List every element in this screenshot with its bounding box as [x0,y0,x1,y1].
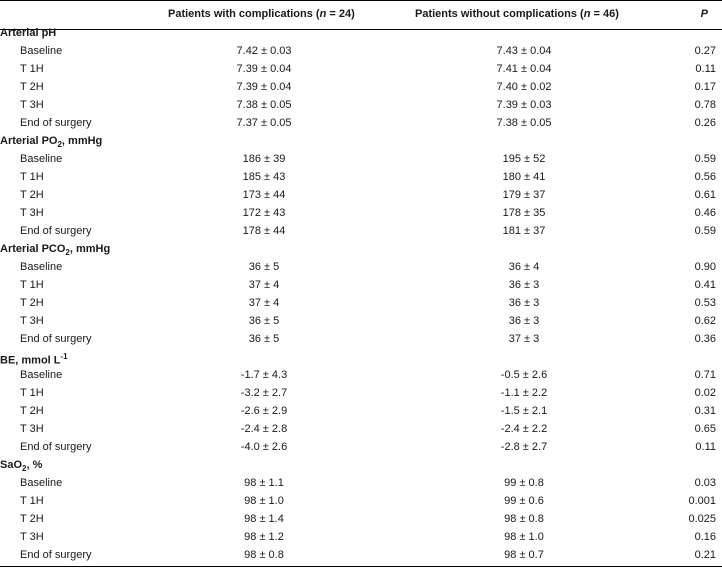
value-with-complications: 185 ± 43 [242,171,286,183]
p-value: 0.65 [694,423,716,435]
table-row [0,438,722,456]
p-value: 0.16 [694,531,716,543]
value-with-complications: 7.37 ± 0.05 [236,117,292,129]
row-label: T 3H [20,99,44,111]
table-row [0,492,722,510]
row-label: End of surgery [20,549,92,561]
value-without-complications: 99 ± 0.6 [504,495,544,507]
value-with-complications: -1.7 ± 4.3 [240,369,288,381]
table-row [0,312,722,330]
table-row [0,420,722,438]
value-without-complications: 181 ± 37 [502,225,546,237]
section-title: Arterial $PO_2$, mmHg [0,135,103,150]
value-with-complications: 37 ± 4 [248,279,280,291]
table-row [0,510,722,528]
p-value: 0.27 [694,45,716,57]
row-label: T 1H [20,279,44,291]
value-with-complications: 172 ± 43 [242,207,286,219]
value-with-complications: 98 ± 0.8 [244,549,284,561]
value-without-complications: 179 ± 37 [502,189,546,201]
value-with-complications: -3.2 ± 2.7 [240,387,288,399]
row-label: T 2H [20,297,44,309]
value-without-complications: 36 ± 3 [508,297,540,309]
table-row [0,258,722,276]
value-with-complications: 186 ± 39 [242,153,286,165]
row-label: End of surgery [20,117,92,129]
table-row [0,204,722,222]
value-with-complications: 7.39 ± 0.04 [236,81,292,93]
value-with-complications: 98 ± 1.4 [244,513,284,525]
p-value: 0.11 [695,63,716,75]
value-with-complications: -4.0 ± 2.6 [240,441,288,453]
value-without-complications: 7.43 ± 0.04 [496,45,552,57]
table-body [0,24,722,564]
section-header-row [0,24,722,42]
table-row [0,42,722,60]
row-label: T 3H [20,315,44,327]
header-col-p-value: P [700,8,708,20]
row-label: End of surgery [20,333,92,345]
p-value: 0.17 [694,81,716,93]
row-label: T 1H [20,495,44,507]
row-label: Baseline [20,261,63,273]
section-header-row [0,240,722,258]
value-with-complications: 37 ± 4 [248,297,280,309]
value-with-complications: 98 ± 1.1 [244,477,284,489]
p-value: 0.59 [694,225,716,237]
value-without-complications: 98 ± 0.7 [504,549,544,561]
p-value: 0.41 [694,279,716,291]
row-label: T 1H [20,63,44,75]
value-without-complications: 99 ± 0.8 [504,477,544,489]
p-value: 0.71 [694,369,716,381]
p-value: 0.025 [688,513,716,525]
row-label: T 3H [20,423,44,435]
value-without-complications: -2.8 ± 2.7 [500,441,548,453]
p-value: 0.03 [694,477,716,489]
value-without-complications: -0.5 ± 2.6 [500,369,548,381]
table-row [0,60,722,78]
section-header-row [0,348,722,366]
value-without-complications: 178 ± 35 [502,207,546,219]
value-without-complications: 7.38 ± 0.05 [496,117,552,129]
value-with-complications: 98 ± 1.2 [244,531,284,543]
table-row [0,222,722,240]
value-with-complications: -2.4 ± 2.8 [240,423,288,435]
value-with-complications: 7.39 ± 0.04 [236,63,292,75]
row-label: End of surgery [20,441,92,453]
table-row [0,384,722,402]
section-title: Arterial pH [0,27,57,39]
section-header-row [0,132,722,150]
table-row [0,168,722,186]
value-without-complications: 37 ± 3 [508,333,540,345]
value-with-complications: 178 ± 44 [242,225,286,237]
p-value: 0.56 [694,171,716,183]
value-with-complications: -2.6 ± 2.9 [240,405,288,417]
row-label: T 1H [20,387,44,399]
value-without-complications: 7.40 ± 0.02 [496,81,552,93]
table-row [0,114,722,132]
value-with-complications: 98 ± 1.0 [244,495,284,507]
row-label: T 1H [20,171,44,183]
p-value: 0.46 [694,207,716,219]
value-with-complications: 36 ± 5 [248,315,280,327]
row-label: Baseline [20,369,63,381]
section-title: SaO$_2$, % [0,459,43,474]
value-without-complications: 36 ± 3 [508,279,540,291]
table-row [0,402,722,420]
p-value: 0.31 [694,405,716,417]
p-value: 0.11 [695,441,716,453]
row-label: T 3H [20,531,44,543]
value-with-complications: 36 ± 5 [248,333,280,345]
value-with-complications: 7.38 ± 0.05 [236,99,292,111]
value-without-complications: 7.41 ± 0.04 [496,63,552,75]
table-row [0,474,722,492]
p-value: 0.21 [694,549,716,561]
row-label: T 2H [20,81,44,93]
value-without-complications: 36 ± 3 [508,315,540,327]
table-bottom-rule [0,566,722,567]
row-label: Baseline [20,153,63,165]
row-label: T 3H [20,207,44,219]
p-value: 0.59 [694,153,716,165]
table-row [0,546,722,564]
header-col-with-complications: Patients with complications (n = 24) [168,8,355,20]
table-top-rule [0,0,722,1]
table-row [0,366,722,384]
p-value: 0.001 [688,495,716,507]
row-label: T 2H [20,513,44,525]
value-without-complications: -2.4 ± 2.2 [500,423,548,435]
section-title: BE, mmol $L^{-1}$ [0,352,68,367]
table-row [0,528,722,546]
header-col-without-complications: Patients without complications (n = 46) [415,8,619,20]
p-value: 0.61 [694,189,716,201]
table-row [0,276,722,294]
table-row [0,78,722,96]
p-value: 0.78 [694,99,716,111]
row-label: Baseline [20,477,63,489]
table-row [0,330,722,348]
p-value: 0.02 [694,387,716,399]
p-value: 0.53 [694,297,716,309]
value-without-complications: 36 ± 4 [508,261,540,273]
value-with-complications: 173 ± 44 [242,189,286,201]
value-with-complications: 36 ± 5 [248,261,280,273]
p-value: 0.26 [694,117,716,129]
section-title: Arterial $PCO_2$, mmHg [0,243,111,258]
value-with-complications: 7.42 ± 0.03 [236,45,292,57]
p-value: 0.90 [694,261,716,273]
value-without-complications: -1.1 ± 2.2 [500,387,548,399]
table-row [0,294,722,312]
row-label: T 2H [20,405,44,417]
value-without-complications: 98 ± 1.0 [504,531,544,543]
table-row [0,186,722,204]
table-row [0,150,722,168]
value-without-complications: 180 ± 41 [502,171,546,183]
value-without-complications: 7.39 ± 0.03 [496,99,552,111]
table-row [0,96,722,114]
row-label: T 2H [20,189,44,201]
p-value: 0.36 [694,333,716,345]
value-without-complications: 98 ± 0.8 [504,513,544,525]
section-header-row [0,456,722,474]
row-label: Baseline [20,45,63,57]
p-value: 0.62 [694,315,716,327]
row-label: End of surgery [20,225,92,237]
value-without-complications: 195 ± 52 [502,153,546,165]
value-without-complications: -1.5 ± 2.1 [500,405,548,417]
